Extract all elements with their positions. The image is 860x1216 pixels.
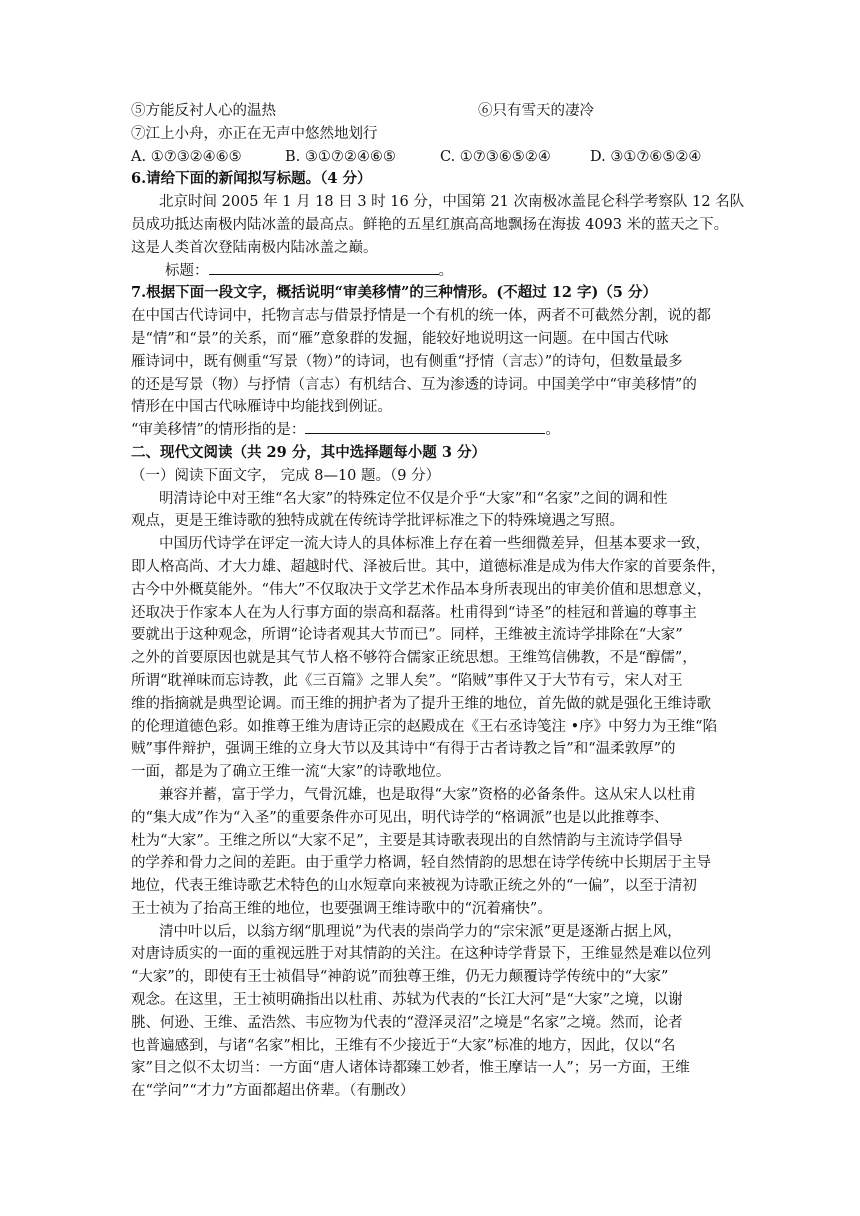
passage-line: 的“集大成”作为“入圣”的重要条件亦可见出，明代诗学的“格调派”也是以此推尊李、 <box>131 809 669 826</box>
passage-line: 王士祯为了抬高王维的地位，也要强调王维诗歌中的“沉着痛快”。 <box>131 900 552 917</box>
q6-title-label: 标题： <box>165 262 209 279</box>
q5-option-c: C. ①⑦③⑥⑤②④ <box>440 148 551 165</box>
q6-stem: 6.请给下面的新闻拟写标题。（4 分） <box>131 170 372 188</box>
q7-stem: 7.根据下面一段文字，概括说明“审美移情”的三种情形。(不超过 12 字)（5 分） <box>131 284 657 302</box>
passage-line: 在“学问”“才力”方面都超出侪辈。（有删改） <box>131 1083 415 1100</box>
section-heading: 二、现代文阅读（共 29 分，其中选择题每小题 3 分） <box>131 443 486 461</box>
section-sub-heading: （一）阅读下面文字， 完成 8—10 题。（9 分） <box>131 467 441 484</box>
passage-line: 杜为“大家”。王维之所以“大家不足”，主要是其诗歌表现出的自然情韵与主流诗学倡导 <box>131 832 683 849</box>
passage-line: 贼”事件辩护，强调王维的立身大节以及其诗中“有得于古者诗教之旨”和“温柔敦厚”的 <box>131 741 676 758</box>
passage-line: 清中叶以后，以翁方纲“肌理说”为代表的崇尚学力的“宗宋派”更是逐渐占据上风， <box>159 923 682 940</box>
passage-line: 之外的首要原因也就是其气节人格不够符合儒家正统思想。王维笃信佛教，不是“醇儒”， <box>131 650 697 667</box>
q7-answer-blank[interactable] <box>305 419 545 434</box>
passage-line: 观点，更是王维诗歌的独特成就在传统诗学批评标准之下的特殊境遇之写照。 <box>131 513 624 530</box>
passage-line: 古今中外概莫能外。“伟大”不仅取决于文学艺术作品本身所表现出的审美价值和思想意义， <box>131 581 712 598</box>
q7-text-line: 是“情”和“景”的关系，而“雁”意象群的发掘，能较好地说明这一问题。在中国古代咏 <box>131 330 669 347</box>
passage-line: 家”目之似不太切当：一方面“唐人诸体诗都臻工妙者，惟王摩诘一人”；另一方面，王维 <box>131 1060 690 1077</box>
passage-line: 所谓“耽禅味而忘诗教，此《三百篇》之罪人矣”。“陷贼”事件又于大节有亏，宋人对王 <box>131 672 683 689</box>
passage-line: 朓、何逊、王维、孟浩然、韦应物为代表的“澄泽灵沼”之境是“名家”之境。然而，论者 <box>131 1014 683 1031</box>
page-content <box>131 100 745 1103</box>
q7-text-line: 雁诗词中，既有侧重“写景（物）”的诗词，也有侧重“抒情（言志）”的诗句，但数量最多 <box>131 353 683 370</box>
q5-option-a: A. ①⑦③②④⑥⑤ <box>131 148 242 165</box>
passage-line: 地位，代表王维诗歌艺术特色的山水短章向来被视为诗歌正统之外的“一偏”，以至于清初 <box>131 878 697 895</box>
q5-item-5: ⑤方能反衬人心的温热 <box>131 103 276 119</box>
q5-item-6: ⑥只有雪天的凄冷 <box>478 103 594 119</box>
passage-line: 要就出于这种观念，所谓“论诗者观其大节而已”。同样，王维被主流诗学排除在“大家” <box>131 627 683 644</box>
q6-news-line: 北京时间 2005 年 1 月 18 日 3 时 16 分，中国第 21 次南极冰盖昆仑科学考察队 12 名队 <box>159 194 745 211</box>
q7-answer-label: “审美移情”的情形指的是： <box>131 422 306 439</box>
passage-line: 明清诗论中对王维“名大家”的特殊定位不仅是介乎“大家”和“名家”之间的调和性 <box>159 490 668 507</box>
q7-answer-row <box>131 419 731 442</box>
q6-title-row <box>131 260 731 283</box>
q7-answer-end: 。 <box>545 422 560 439</box>
q6-title-end: 。 <box>438 262 453 279</box>
passage-line: 的学养和骨力之间的差距。由于重学力格调，轻自然情韵的思想在诗学传统中长期居于主导 <box>131 855 711 872</box>
q7-text-line: 在中国古代诗词中，托物言志与借景抒情是一个有机的统一体，两者不可截然分割，说的都 <box>131 308 711 325</box>
passage-line: 中国历代诗学在评定一流大诗人的具体标准上存在着一些细微差异，但基本要求一致， <box>159 536 710 553</box>
q5-option-b: B. ③①⑦②④⑥⑤ <box>285 148 396 165</box>
passage-line: 维的指摘就是典型论调。而王维的拥护者为了提升王维的地位，首先做的就是强化王维诗歌 <box>131 695 711 712</box>
q7-text-line: 情形在中国古代咏雁诗中均能找到例证。 <box>131 399 392 416</box>
passage-line: 兼容并蓄，富于学力，气骨沉雄，也是取得“大家”资格的必备条件。这从宋人以杜甫 <box>159 786 696 803</box>
passage-line: 观念。在这里，王士祯明确指出以杜甫、苏轼为代表的“长江大河”是“大家”之境，以谢 <box>131 992 683 1009</box>
passage-line: “大家”的，即使有王士祯倡导“神韵说”而独尊王维，仍无力颠覆诗学传统中的“大家” <box>131 969 669 986</box>
passage-line: 对唐诗质实的一面的重视远胜于对其情韵的关注。在这种诗学背景下，王维显然是难以位列 <box>131 946 711 963</box>
passage-line: 一面，都是为了确立王维一流“大家”的诗歌地位。 <box>131 764 451 781</box>
q5-option-d: D. ③①⑦⑥⑤②④ <box>590 148 702 165</box>
q6-news-line: 这是人类首次登陆南极内陆冰盖之巅。 <box>131 239 378 256</box>
q5-item-7: ⑦江上小舟，亦正在无声中悠然地划行 <box>131 125 378 142</box>
reading-passage <box>131 488 731 1104</box>
q6-news-line: 员成功抵达南极内陆冰盖的最高点。鲜艳的五星红旗高高地飘扬在海拔 4093 米的蓝天之下。 <box>131 216 729 233</box>
q5-items-row <box>131 100 731 123</box>
q7-text-line: 的还是写景（物）与抒情（言志）有机结合、互为渗透的诗词。中国美学中“审美移情”的 <box>131 376 697 393</box>
passage-line: 即人格高尚、才大力雄、超越时代、泽被后世。其中，道德标准是成为伟大作家的首要条件， <box>131 558 726 575</box>
q6-title-blank[interactable] <box>209 260 439 275</box>
passage-line: 还取决于作家本人在为人行事方面的崇高和磊落。杜甫得到“诗圣”的桂冠和普遍的尊事主 <box>131 604 697 621</box>
passage-line: 也普遍感到，与诸“名家”相比，王维有不少接近于“大家”标准的地方，因此，仅以“名 <box>131 1037 676 1054</box>
q5-options <box>131 146 731 169</box>
passage-line: 的伦理道德色彩。如推尊王维为唐诗正宗的赵殿成在《王右丞诗笺注 •序》中努力为王维“陷 <box>131 718 718 735</box>
